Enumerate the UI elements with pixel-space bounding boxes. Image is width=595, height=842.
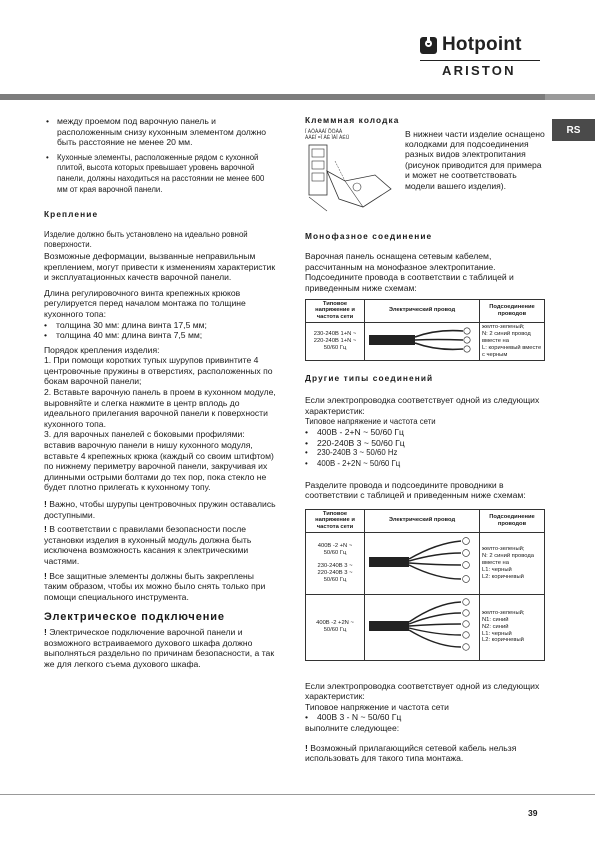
paragraph: выполните следующее: xyxy=(305,723,400,734)
paragraph: Длина регулировочного винта крепежных крюков регулируется перед началом монтажа по толщине кухонного топа: xyxy=(44,287,246,319)
page-number: 39 xyxy=(528,808,538,818)
bullet-item: • между проемом под варочную панель и расположенным снизу кухонным элементом должно быть расстояние не менее 20 мм. xyxy=(44,116,276,148)
warning-note: ! Важно, чтобы шурупы центровочных пружин оставались доступными. xyxy=(44,499,276,520)
header-rule-right xyxy=(545,94,595,100)
section-heading-mono: Монофазное соединение xyxy=(305,230,433,241)
exclamation-icon: ! xyxy=(44,524,50,535)
paragraph: 3. для варочных панелей с боковыми профилями: вставив варочную панели в нишу кухонного модуля, вставьте 4 крепежных крюка (каждый со своим штифтом) по нижнему периметру варочной панели, закручивая их длинными острыми болтами до тех пор, пока стекло не будет плотно прилегать к кухонному топу. xyxy=(44,429,274,493)
warning-note: ! В соответствии с правилами безопасности после установки изделия в кухонный модуль должна быть исключена возможность касания к электрическими частями. xyxy=(44,524,252,566)
table-cell xyxy=(365,533,480,595)
list-item: • толщина 30 мм: длина винта 17,5 мм; xyxy=(44,320,276,331)
header-rule xyxy=(0,94,545,100)
table-cell: 230-240В 1+N ~ 220-240В 1+N ~ 50/60 Гц xyxy=(306,322,365,360)
cable-diagram xyxy=(367,325,473,355)
section-heading-terminal: Клеммная колодка xyxy=(305,115,400,125)
cable-diagram xyxy=(367,535,473,589)
exclamation-icon: ! xyxy=(44,626,50,637)
table-cell: 400В -2 +N ~ 50/60 Гц 230-240В 3 ~ 220-240В 3 ~ 50/60 Гц xyxy=(306,533,365,595)
paragraph: Если электропроводка соответствует одной из следующих характеристик: xyxy=(305,680,540,702)
list-item: • 400В - 2+N ~ 50/60 Гц xyxy=(305,427,547,438)
brand-name: Hotpoint xyxy=(420,34,540,56)
paragraph: Возможные деформации, вызванные неправильным креплением, могут привести к изменениям характеристик и эксплуатационных качеств варочной панели. xyxy=(44,250,276,283)
paragraph: Если электропроводка соответствует одной из следующих характеристик: xyxy=(305,395,540,416)
table-header: Подсоединение проводов xyxy=(480,509,545,532)
list-item: • толщина 40 мм: длина винта 7,5 мм; xyxy=(44,330,276,341)
table-cell: 400В -2 +2N ~ 50/60 Гц xyxy=(306,594,365,660)
table-cell: желто-зеленый; N: 2 синий провода вместе на L1: черный L2: коричневый xyxy=(480,533,545,595)
table-header: Электрический провод xyxy=(365,299,480,322)
warning-note: ! Все защитные элементы должны быть закреплены таким образом, чтобы их можно было снять только при помощи специального инструмента. xyxy=(44,570,266,602)
wiring-table-other xyxy=(305,509,545,661)
paragraph: Порядок крепления изделия: xyxy=(44,344,160,355)
terminal-description: В нижнеи части изделие оснащено колодками для подсоединения разных видов электропитания (рисунок приводится для примера и может не соответствовать модели вашего изделия). xyxy=(405,128,545,191)
exclamation-icon: ! xyxy=(44,499,50,509)
list-item: • 400В 3 - N ~ 50/60 Гц xyxy=(305,712,547,723)
footer-rule xyxy=(0,794,595,795)
cable-diagram xyxy=(367,597,473,655)
brand-logo xyxy=(420,34,540,78)
terminal-label: ÀÀÈÏ =Ï ÀÈ ÏÀÏ ÀÉÜ xyxy=(305,134,350,141)
table-row xyxy=(306,533,545,595)
terminal-block-row xyxy=(305,129,547,221)
bullet-item: • Кухонные элементы, расположенные рядом с кухонной плитой, высота которых превышает уровень варочной панели, должны находиться на расстоянии не менее 600 мм от края варочной панели. xyxy=(44,153,276,195)
warning-note: ! Электрическое подключение варочной панели и возможного встраиваемого духового шкафа должно выполняться раздельно по причинам безопасности, а так же для легкого съема духового шкафа. xyxy=(44,626,275,669)
section-heading-other: Другие типы соединений xyxy=(305,372,434,383)
table-cell: желто-зеленый; N: 2 синий провод вместе на L: коричневый вместе с черным xyxy=(480,322,545,360)
section-heading-mount: Крепление xyxy=(44,209,99,220)
warning-note: ! Возможный прилагающийся сетевой кабель нельзя использовать для такого типа монтажа. xyxy=(305,742,517,764)
language-tab: RS xyxy=(552,119,595,141)
right-column xyxy=(305,115,547,764)
paragraph: 1. При помощи коротких тупых шурупов привинтите 4 центровочные пружины в отверстиях, расположенных по бокам варочной панели; xyxy=(44,355,273,387)
paragraph: Типовое напряжение и частота сети xyxy=(305,416,436,426)
table-header: Электрический провод xyxy=(365,509,480,532)
table-row xyxy=(306,322,545,360)
wiring-table-mono xyxy=(305,299,545,361)
list-item: • 230-240В 3 ~ 50/60 Hz xyxy=(305,448,547,459)
table-cell: желто-зеленый; N1: синий N2: синий L1: черный L2: коричневый xyxy=(480,594,545,660)
terminal-block-illustration xyxy=(305,141,401,215)
table-header: Подсоединение проводов xyxy=(480,299,545,322)
paragraph: Разделите провода и подсоедините проводники в соответствии с таблицей и приведенным ниже схемам: xyxy=(305,479,526,501)
list-item: • 220-240В 3 ~ 50/60 Гц xyxy=(305,438,547,449)
table-cell xyxy=(365,594,480,660)
hotpoint-logo-icon xyxy=(420,37,437,54)
exclamation-icon: ! xyxy=(44,570,50,581)
section-heading-electrical: Электрическое подключение xyxy=(44,611,225,624)
terminal-label: Ï ÀÔÀÀÁÏ ÕÖÀÀ xyxy=(305,128,343,135)
list-item: • 400В - 2+2N ~ 50/60 Гц xyxy=(305,459,547,470)
left-column xyxy=(44,116,276,669)
terminal-figure xyxy=(305,129,401,221)
paragraph: Изделие должно быть установлено на идеально ровной поверхности. xyxy=(44,229,248,250)
table-header: Типовое напряжение и частота сети xyxy=(306,299,365,322)
table-cell xyxy=(365,322,480,360)
paragraph: Варочная панель оснащена сетевым кабелем, рассчитанным на монофазное электропитание. Подсоедините провода в соответствии с таблицей и приведенным ниже схемам: xyxy=(305,251,514,293)
table-row xyxy=(306,594,545,660)
brand-sub: ARISTON xyxy=(420,60,540,78)
table-header: Типовое напряжение и частота сети xyxy=(306,509,365,532)
paragraph: 2. Вставьте варочную панель в проем в кухонном модуле, выровняйте и слегка нажмите в центр вплодь до идеального прилегания варочной панели к поверхности кухонного топа. xyxy=(44,387,276,429)
paragraph: Типовое напряжение и частота сети xyxy=(305,701,449,712)
exclamation-icon: ! xyxy=(305,742,311,753)
